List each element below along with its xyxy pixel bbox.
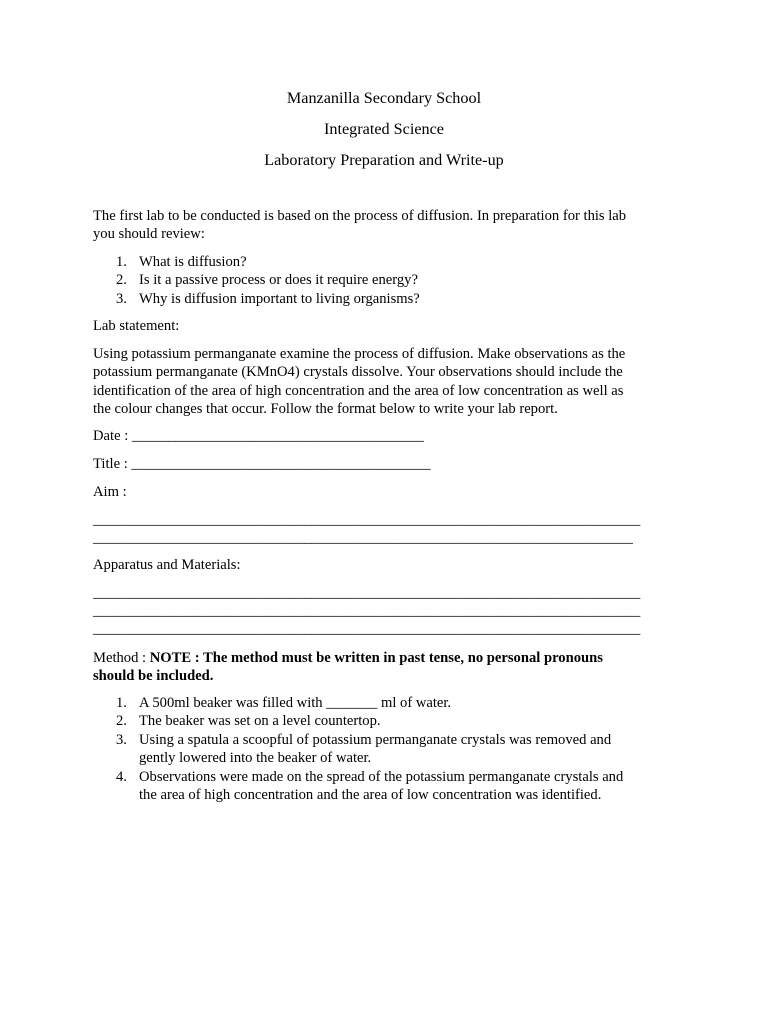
list-text: What is diffusion? (139, 254, 247, 270)
list-item (93, 290, 693, 308)
list-text: Is it a passive process or does it require energy? (139, 272, 418, 289)
step-text: the area of high concentration and the area of low concentration was identified. (139, 787, 602, 804)
list-number: 3. (116, 290, 127, 307)
step-text: A 500ml beaker was filled with _______ ml of water. (139, 695, 452, 711)
intro-line-2: you should review: (93, 226, 205, 243)
intro-paragraph (93, 207, 693, 244)
list-item (93, 271, 693, 289)
step-text: Observations were made on the spread of the potassium permanganate crystals and (139, 768, 624, 785)
list-text: Why is diffusion important to living organisms? (139, 290, 420, 307)
apparatus-line: ___________________________________________________________________________ (93, 603, 641, 619)
step-text: gently lowered into the beaker of water. (139, 750, 372, 767)
list-number: 3. (116, 731, 127, 748)
method-note: NOTE : The method must be written in past tense, no personal pronouns (149, 650, 603, 666)
list-item (93, 253, 693, 271)
apparatus-line: ___________________________________________________________________________ (93, 585, 641, 601)
method-note-continued: should be included. (93, 668, 214, 685)
list-number: 4. (116, 768, 127, 785)
lab-statement-line: Using potassium permanganate examine the process of diffusion. Make observations as the (93, 346, 626, 362)
step-text: The beaker was set on a level countertop. (139, 713, 381, 730)
lab-statement-line: the colour changes that occur. Follow the format below to write your lab report. (93, 401, 558, 418)
list-number: 2. (116, 713, 127, 730)
apparatus-label: Apparatus and Materials: (93, 557, 241, 573)
list-item (93, 694, 693, 712)
step-text: Using a spatula a scoopful of potassium permanganate crystals was removed and (139, 731, 612, 748)
list-item (93, 768, 693, 805)
aim-line: ___________________________________________________________________________ (93, 512, 641, 528)
list-number: 1. (116, 254, 127, 270)
list-item (93, 712, 693, 730)
school-name: Manzanilla Secondary School (286, 89, 482, 107)
method-steps-list (93, 694, 693, 804)
lab-statement-line: potassium permanganate (KMnO4) crystals dissolve. Your observations should include the (93, 364, 623, 381)
aim-label: Aim : (93, 484, 127, 500)
lab-statement-line: identification of the area of high concentration and the area of low concentration as well as (93, 382, 624, 399)
list-number: 1. (116, 695, 127, 711)
method-heading (93, 649, 693, 686)
review-list (93, 253, 693, 308)
intro-line-1: The first lab to be conducted is based on the process of diffusion. In preparation for this lab (93, 208, 627, 224)
date-field: Date : ________________________________________ (93, 428, 424, 444)
document-title: Laboratory Preparation and Write-up (264, 151, 504, 169)
method-label: Method : (93, 650, 150, 666)
lab-statement-paragraph (93, 345, 693, 419)
list-number: 2. (116, 272, 127, 289)
lab-statement-label: Lab statement: (93, 318, 180, 334)
list-item (93, 731, 693, 768)
subject-title: Integrated Science (324, 120, 444, 138)
aim-line: __________________________________________________________________________ (93, 530, 633, 546)
title-field: Title : _________________________________________ (93, 456, 431, 472)
apparatus-line: ___________________________________________________________________________ (93, 621, 641, 637)
